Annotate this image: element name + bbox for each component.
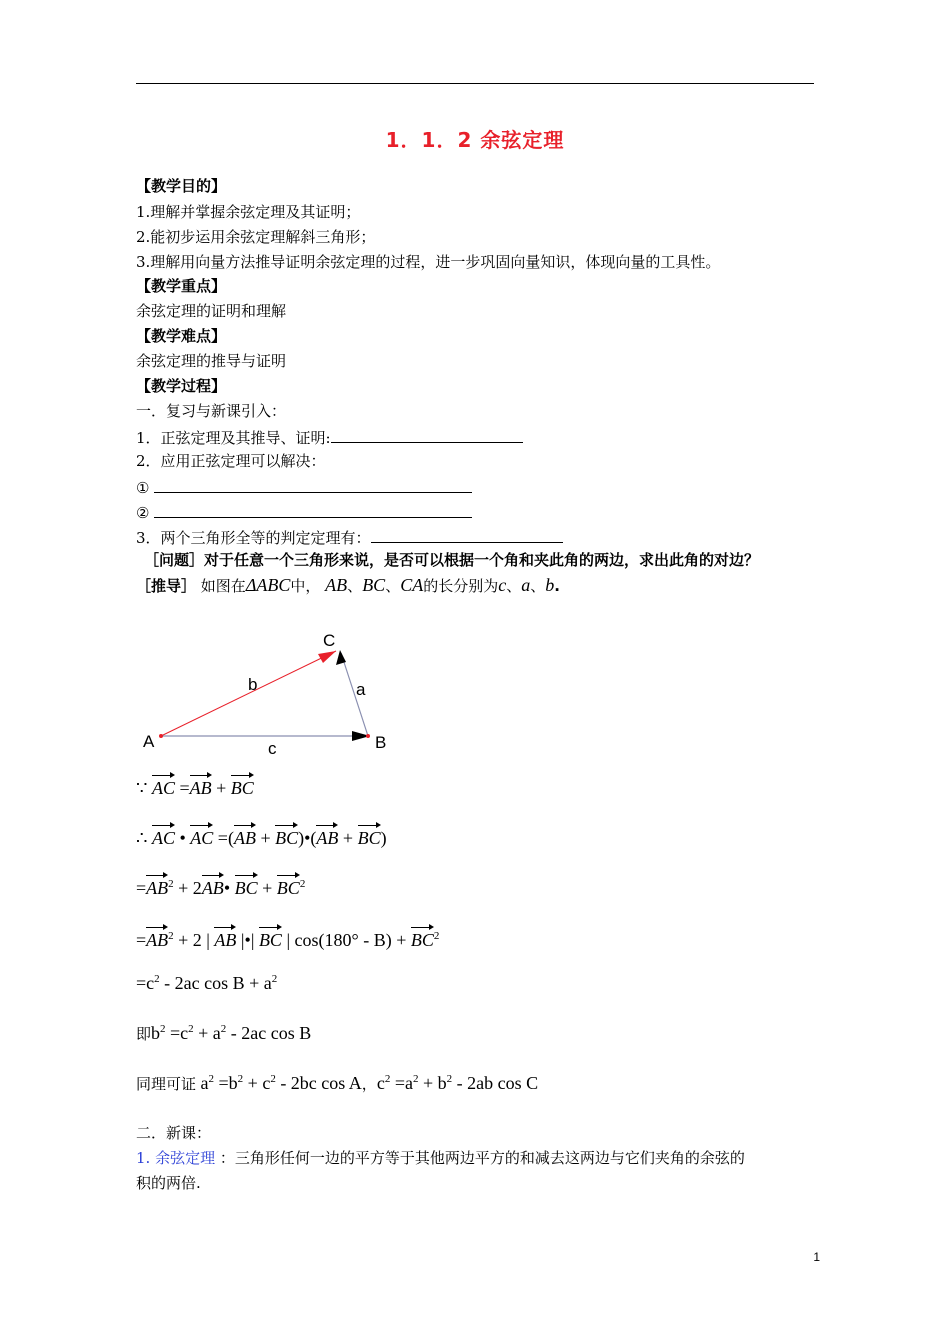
problem-question: ［问题］对于任意一个三角形来说，是否可以根据一个角和夹此角的两边，求出此角的对边？	[144, 551, 760, 569]
var-b: b	[545, 575, 555, 595]
op: •	[223, 878, 231, 898]
term: - 2ab cos C	[452, 1073, 539, 1093]
goal-item-3: 3.理解用向量方法推导证明余弦定理的过程，进一步巩固向量知识，体现向量的工具性。	[136, 253, 721, 271]
vec: AC	[190, 828, 214, 848]
exp: 2	[384, 1073, 391, 1085]
exp: 2	[271, 973, 278, 985]
question-1	[136, 426, 523, 448]
vec: AB	[146, 930, 169, 950]
label-b-vertex: B	[375, 733, 387, 752]
equation-5	[136, 973, 277, 994]
arrow-ac	[318, 651, 336, 663]
sep: 、	[506, 577, 522, 595]
var-a: a	[521, 575, 531, 595]
vec: BC	[275, 828, 299, 848]
point-a	[159, 734, 163, 738]
item-number: 1.	[136, 1149, 151, 1167]
derivation-line	[136, 575, 560, 596]
vec: BC	[357, 828, 381, 848]
choice-1	[136, 476, 472, 498]
choice-2-mark: ②	[136, 504, 150, 522]
period: .	[554, 577, 560, 595]
label-c-side: c	[268, 739, 277, 758]
exp: 2	[433, 930, 440, 942]
equation-6	[136, 1023, 311, 1045]
difficulty-text: 余弦定理的推导与证明	[136, 352, 287, 370]
vec: AB	[214, 930, 237, 950]
side-bc: BC	[362, 575, 386, 595]
exp: 2	[160, 1023, 166, 1035]
question-3-text: 3．两个三角形全等的判定定理有：	[136, 529, 371, 547]
vec: AC	[151, 778, 175, 798]
op: =(	[217, 828, 234, 848]
goal-item-2: 2.能初步运用余弦定理解斜三角形；	[136, 228, 376, 246]
sep: 、	[530, 577, 546, 595]
question-2: 2．应用正弦定理可以解决：	[136, 452, 326, 470]
theorem-term[interactable]: 余弦定理	[155, 1149, 216, 1167]
exp: 2	[154, 973, 160, 985]
review-heading: 一．复习与新课引入：	[136, 402, 287, 420]
exp: 2	[220, 1023, 227, 1035]
prefix: 即	[136, 1027, 152, 1043]
choice-2	[136, 501, 472, 523]
focus-text: 余弦定理的证明和理解	[136, 302, 287, 320]
choice-1-mark: ①	[136, 479, 150, 497]
op: +	[342, 828, 354, 848]
exp: 2	[168, 878, 174, 890]
exp: 2	[299, 878, 306, 890]
vec: BC	[234, 878, 258, 898]
header-rule	[136, 83, 814, 84]
term: + a	[193, 1023, 221, 1043]
question-3	[136, 526, 563, 548]
vec: AB	[316, 828, 339, 848]
equation-7	[136, 1073, 538, 1095]
term: a	[200, 1073, 209, 1093]
exp: 2	[188, 1023, 194, 1035]
derive-text-c: 的长分别为	[423, 577, 499, 595]
op: =	[136, 930, 147, 950]
op: | cos(180° - B) +	[286, 930, 407, 950]
exp: 2	[208, 1073, 215, 1085]
var-c: c	[498, 575, 507, 595]
vec: AB	[201, 878, 224, 898]
exp: 2	[446, 1073, 453, 1085]
vec: BC	[258, 930, 282, 950]
term: + c	[243, 1073, 271, 1093]
goal-item-1: 1.理解并掌握余弦定理及其证明；	[136, 203, 361, 221]
term: =b	[214, 1073, 238, 1093]
page-title: 1．1．2 余弦定理	[385, 128, 565, 152]
triangle-symbol: ΔABC	[245, 575, 291, 595]
term: =a	[390, 1073, 413, 1093]
page-number: 1	[813, 1250, 820, 1264]
op: +	[262, 878, 273, 898]
derive-text-b: 中，	[290, 577, 321, 595]
process-heading: 【教学过程】	[136, 377, 227, 395]
derive-text-a: 如图在	[200, 577, 246, 595]
term: c	[376, 1073, 385, 1093]
exp: 2	[270, 1073, 276, 1085]
answer-blank-4[interactable]	[371, 526, 563, 543]
answer-blank-2[interactable]	[154, 476, 472, 493]
op: •	[179, 828, 186, 848]
vec: BC	[230, 778, 254, 798]
because-symbol: ∵	[136, 778, 148, 798]
term: + b	[418, 1073, 447, 1093]
question-1-text: 1．正弦定理及其推导、证明:	[136, 429, 331, 447]
term: b	[151, 1023, 161, 1043]
equation-1	[136, 778, 254, 799]
vec: BC	[276, 878, 300, 898]
sep: 、	[385, 577, 401, 595]
vec: AB	[189, 778, 212, 798]
answer-blank-3[interactable]	[154, 501, 472, 518]
vec: AB	[146, 878, 169, 898]
term: - 2bc cos A	[275, 1073, 362, 1093]
exp: 2	[168, 930, 174, 942]
term: - 2ac cos B + a	[159, 973, 272, 993]
term: =c	[165, 1023, 189, 1043]
answer-blank-1[interactable]	[331, 426, 523, 443]
sep: 、	[347, 577, 363, 595]
equation-2	[136, 828, 387, 849]
definition-text-2: 积的两倍.	[136, 1174, 201, 1192]
new-lesson-heading: 二．新课：	[136, 1124, 212, 1142]
therefore-symbol: ∴	[136, 828, 148, 848]
derive-label: ［推导］	[136, 577, 197, 595]
op: + 2	[178, 878, 202, 898]
triangle-figure	[130, 625, 410, 760]
difficulty-heading: 【教学难点】	[136, 327, 227, 345]
op: +	[260, 828, 271, 848]
vec: BC	[410, 930, 434, 950]
label-a-side: a	[356, 680, 366, 699]
op: +	[216, 778, 227, 798]
term: =c	[136, 973, 155, 993]
op: =	[179, 778, 190, 798]
exp: 2	[412, 1073, 419, 1085]
term: - 2ac cos B	[226, 1023, 312, 1043]
label-b-side: b	[248, 675, 258, 694]
label-a-vertex: A	[143, 732, 155, 751]
equation-3	[136, 878, 305, 899]
vec: AC	[151, 828, 175, 848]
op: )•(	[298, 828, 317, 848]
side-ab: AB	[325, 575, 348, 595]
equation-4	[136, 930, 439, 951]
label-c-vertex: C	[323, 631, 336, 650]
focus-heading: 【教学重点】	[136, 277, 227, 295]
op: + 2 |	[178, 930, 210, 950]
exp: 2	[237, 1073, 244, 1085]
side-ca: CA	[400, 575, 424, 595]
vec: AB	[233, 828, 256, 848]
op: |•|	[240, 930, 255, 950]
definition-text-1: ：三角形任何一边的平方等于其他两边平方的和减去这两边与它们夹角的余弦的	[215, 1149, 745, 1167]
sep: ，	[361, 1077, 377, 1093]
prefix: 同理可证	[136, 1077, 197, 1093]
cosine-theorem-definition	[136, 1148, 745, 1168]
goals-heading: 【教学目的】	[136, 177, 227, 195]
op: )	[380, 828, 387, 848]
point-b	[366, 734, 370, 738]
op: =	[136, 878, 147, 898]
